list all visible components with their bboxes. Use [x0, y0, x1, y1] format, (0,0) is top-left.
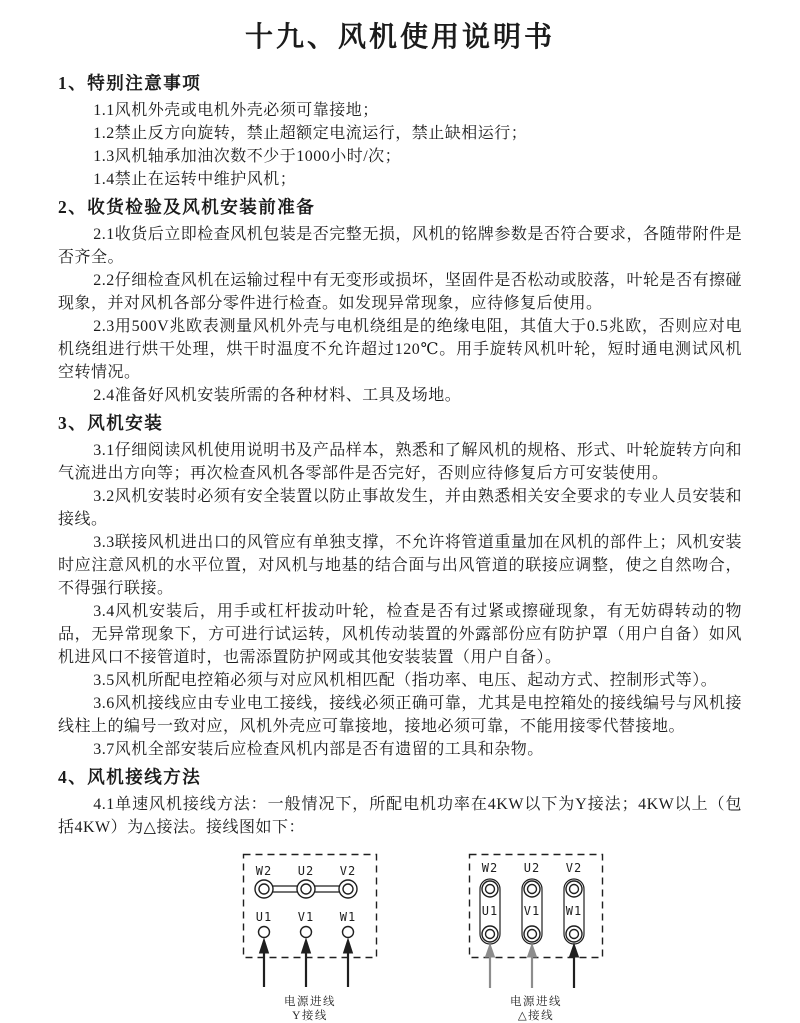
- terminal-w1-circle: [343, 927, 354, 938]
- section-3-heading: 3、风机安装: [58, 413, 164, 433]
- section-receiving-inspection: [58, 194, 742, 407]
- terminal-label-v2: V2: [565, 861, 583, 875]
- terminal-label-v1: V1: [297, 910, 315, 924]
- terminal-label-w2: W2: [481, 861, 499, 875]
- wiring-diagrams: [242, 853, 742, 1023]
- power-arrow-w1-icon: [570, 944, 579, 988]
- paragraph-3-5: 3.5风机所配电控箱必须与对应风机相匹配（指功率、电压、起动方式、控制形式等）。: [93, 672, 718, 689]
- section-fan-installation: [58, 410, 742, 761]
- paragraph-1-1: 1.1风机外壳或电机外壳必须可靠接地；: [93, 102, 379, 119]
- delta-diagram-caption: [510, 995, 562, 1023]
- terminal-w2-inner: [259, 884, 269, 894]
- paragraph-2-4: 2.4准备好风机安装所需的各种材料、工具及场地。: [93, 387, 462, 404]
- paragraph-3-2: 3.2风机安装时必须有安全装置以防止事故发生，并由熟悉相关安全要求的专业人员安装和接线。: [58, 488, 742, 528]
- paragraph-2-3: 2.3用500V兆欧表测量风机外壳与电机绕组是的绝缘电阻，其值大于0.5兆欧，否则应对电机绕组进行烘干处理，烘干时温度不允许超过120℃。用手旋转风机叶轮，短时通电测试风机空转情况。: [58, 318, 742, 381]
- terminal-u1-circle: [259, 927, 270, 938]
- y-connection-diagram: [242, 853, 378, 1023]
- paragraph-1-2: 1.2禁止反方向旋转，禁止超额定电流运行，禁止缺相运行；: [93, 125, 528, 142]
- terminal-u2-inner: [301, 884, 311, 894]
- caption-power-inlet: 电源进线: [510, 996, 562, 1008]
- power-arrow-w1-icon: [344, 939, 353, 987]
- power-arrow-u1-icon: [260, 939, 269, 987]
- terminal-label-u2: U2: [523, 861, 541, 875]
- paragraph-1-3: 1.3风机轴承加油次数不少于1000小时/次；: [93, 148, 402, 165]
- caption-power-inlet: 电源进线: [284, 996, 336, 1008]
- delta-connection-diagram: [468, 853, 604, 1023]
- section-special-notes: [58, 70, 742, 191]
- power-arrow-v1-icon: [302, 939, 311, 987]
- terminal-label-w1: W1: [565, 904, 583, 918]
- terminal-label-w1: W1: [339, 910, 357, 924]
- y-diagram-caption: [284, 995, 336, 1023]
- paragraph-3-3: 3.3联接风机进出口的风管应有单独支撑，不允许将管道重量加在风机的部件上；风机安装时应注意风机的水平位置，对风机与地基的结合面与出风管道的联接应调整，使之自然吻合，不得强行联接。: [58, 534, 742, 597]
- paragraph-3-4: 3.4风机安装后，用手或杠杆拔动叶轮，检查是否有过紧或擦碰现象，有无妨碍转动的物品，无异常现象下，方可进行试运转，风机传动装置的外露部份应有防护罩（用户自备）如风机进风口不接管道时，也需添置防护网或其他安装装置（用户自备）。: [58, 603, 742, 666]
- terminal-v2-inner: [570, 885, 579, 894]
- section-4-heading: 4、风机接线方法: [58, 767, 202, 787]
- paragraph-4-1: 4.1单速风机接线方法：一般情况下，所配电机功率在4KW以下为Y接法；4KW以上（包括4KW）为△接法。接线图如下：: [58, 796, 742, 836]
- terminal-w2-inner: [486, 885, 495, 894]
- caption-connection-type: △接线: [517, 1010, 555, 1022]
- terminal-u2-inner: [528, 885, 537, 894]
- terminal-label-u1: U1: [481, 904, 499, 918]
- section-2-heading: 2、收货检验及风机安装前准备: [58, 197, 316, 217]
- section-wiring-method: [58, 764, 742, 839]
- power-arrow-u1-icon: [486, 944, 495, 988]
- paragraph-2-1: 2.1收货后立即检查风机包装是否完整无损，风机的铭牌参数是否符合要求，各随带附件是否齐全。: [58, 226, 742, 266]
- paragraph-3-7: 3.7风机全部安装后应检查风机内部是否有遗留的工具和杂物。: [93, 741, 544, 758]
- terminal-u1-inner: [486, 930, 495, 939]
- terminal-v1-circle: [301, 927, 312, 938]
- terminal-w1-inner: [570, 930, 579, 939]
- power-arrow-v1-icon: [528, 944, 537, 988]
- terminal-label-u2: U2: [297, 864, 315, 878]
- paragraph-3-6: 3.6风机接线应由专业电工接线，接线必须正确可靠，尤其是电控箱处的接线编号与风机接线柱上的编号一致对应，风机外壳应可靠接地，接地必须可靠，不能用接零代替接地。: [58, 695, 742, 735]
- paragraph-1-4: 1.4禁止在运转中维护风机；: [93, 171, 297, 188]
- terminal-label-v1: V1: [523, 904, 541, 918]
- delta-connection-svg: [468, 853, 604, 993]
- paragraph-2-2: 2.2仔细检查风机在运输过程中有无变形或损坏，坚固件是否松动或胶落，叶轮是否有擦碰现象，并对风机各部分零件进行检查。如发现异常现象，应待修复后使用。: [58, 272, 742, 312]
- caption-connection-type: Y接线: [292, 1010, 328, 1022]
- terminal-label-w2: W2: [255, 864, 273, 878]
- paragraph-3-1: 3.1仔细阅读风机使用说明书及产品样本，熟悉和了解风机的规格、形式、叶轮旋转方向和气流进出方向等；再次检查风机各零部件是否完好，否则应待修复后方可安装使用。: [58, 442, 742, 482]
- terminal-label-u1: U1: [255, 910, 273, 924]
- terminal-v1-inner: [528, 930, 537, 939]
- document-title: 十九、风机使用说明书: [244, 22, 555, 53]
- y-connection-svg: [242, 853, 378, 993]
- section-1-heading: 1、特别注意事项: [58, 73, 202, 93]
- terminal-v2-inner: [343, 884, 353, 894]
- terminal-label-v2: V2: [339, 864, 357, 878]
